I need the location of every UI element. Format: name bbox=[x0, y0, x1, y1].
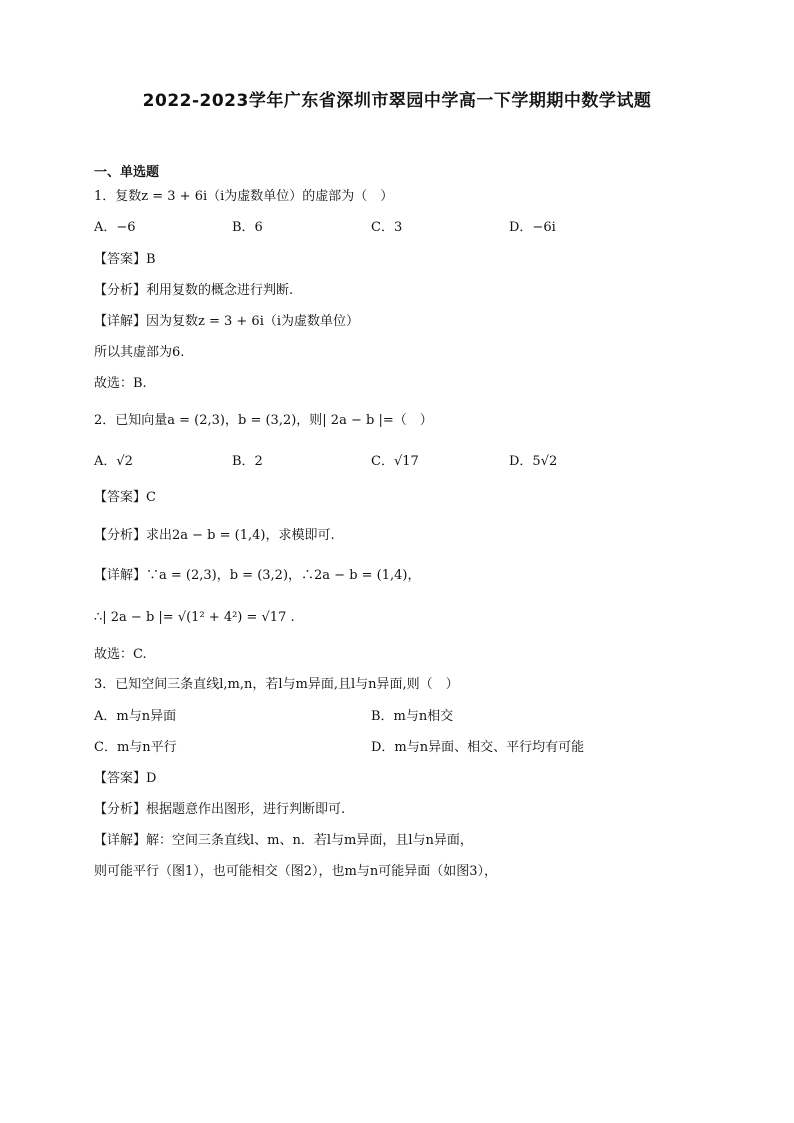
q2-analysis: 【分析】求出2a − b = (1,4)，求模即可. bbox=[94, 528, 335, 543]
section-heading: 一、单选题 bbox=[94, 165, 160, 180]
page-title: 2022-2023学年广东省深圳市翠园中学高一下学期期中数学试题 bbox=[142, 91, 652, 111]
q1-analysis: 【分析】利用复数的概念进行判断. bbox=[94, 283, 294, 298]
q3-detail-2: 则可能平行（图1），也可能相交（图2），也m与n可能异面（如图3）， bbox=[94, 864, 498, 879]
q2-detail-2: ∴| 2a − b |= √(1² + 4²) = √17 . bbox=[94, 610, 295, 625]
q2-option-d: D．5√2 bbox=[509, 454, 558, 469]
question-1-stem: 1．复数z = 3 + 6i（i为虚数单位）的虚部为（ ） bbox=[94, 189, 394, 204]
q3-analysis: 【分析】根据题意作出图形，进行判断即可. bbox=[94, 802, 346, 817]
q3-option-a: A．m与n异面 bbox=[94, 709, 177, 724]
q3-answer: 【答案】D bbox=[94, 771, 157, 786]
q2-option-c: C．√17 bbox=[371, 454, 419, 469]
q3-detail: 【详解】解：空间三条直线l、m、n．若l与m异面，且l与n异面， bbox=[94, 833, 473, 848]
q3-option-c: C．m与n平行 bbox=[94, 740, 177, 755]
q3-option-d: D．m与n异面、相交、平行均有可能 bbox=[371, 740, 585, 755]
q1-option-c: C．3 bbox=[371, 220, 403, 235]
question-2-stem: 2．已知向量a = (2,3)，b = (3,2)，则| 2a − b |=（ ） bbox=[94, 413, 433, 428]
q3-option-b: B．m与n相交 bbox=[371, 709, 454, 724]
q1-choice: 故选：B. bbox=[94, 376, 147, 391]
question-3-stem: 3．已知空间三条直线l,m,n，若l与m异面,且l与n异面,则（ ） bbox=[94, 677, 459, 692]
q2-option-b: B．2 bbox=[232, 454, 263, 469]
q2-answer: 【答案】C bbox=[94, 490, 156, 505]
q2-choice: 故选：C. bbox=[94, 647, 147, 662]
q1-answer: 【答案】B bbox=[94, 252, 156, 267]
q1-option-b: B．6 bbox=[232, 220, 263, 235]
q2-detail: 【详解】∵a = (2,3)，b = (3,2)，∴2a − b = (1,4)， bbox=[94, 568, 421, 583]
q1-option-a: A．−6 bbox=[94, 220, 136, 235]
q1-option-d: D．−6i bbox=[509, 220, 556, 235]
q2-option-a: A．√2 bbox=[94, 454, 133, 469]
q1-detail-2: 所以其虚部为6. bbox=[94, 345, 185, 360]
q1-detail: 【详解】因为复数z = 3 + 6i（i为虚数单位） bbox=[94, 314, 360, 329]
